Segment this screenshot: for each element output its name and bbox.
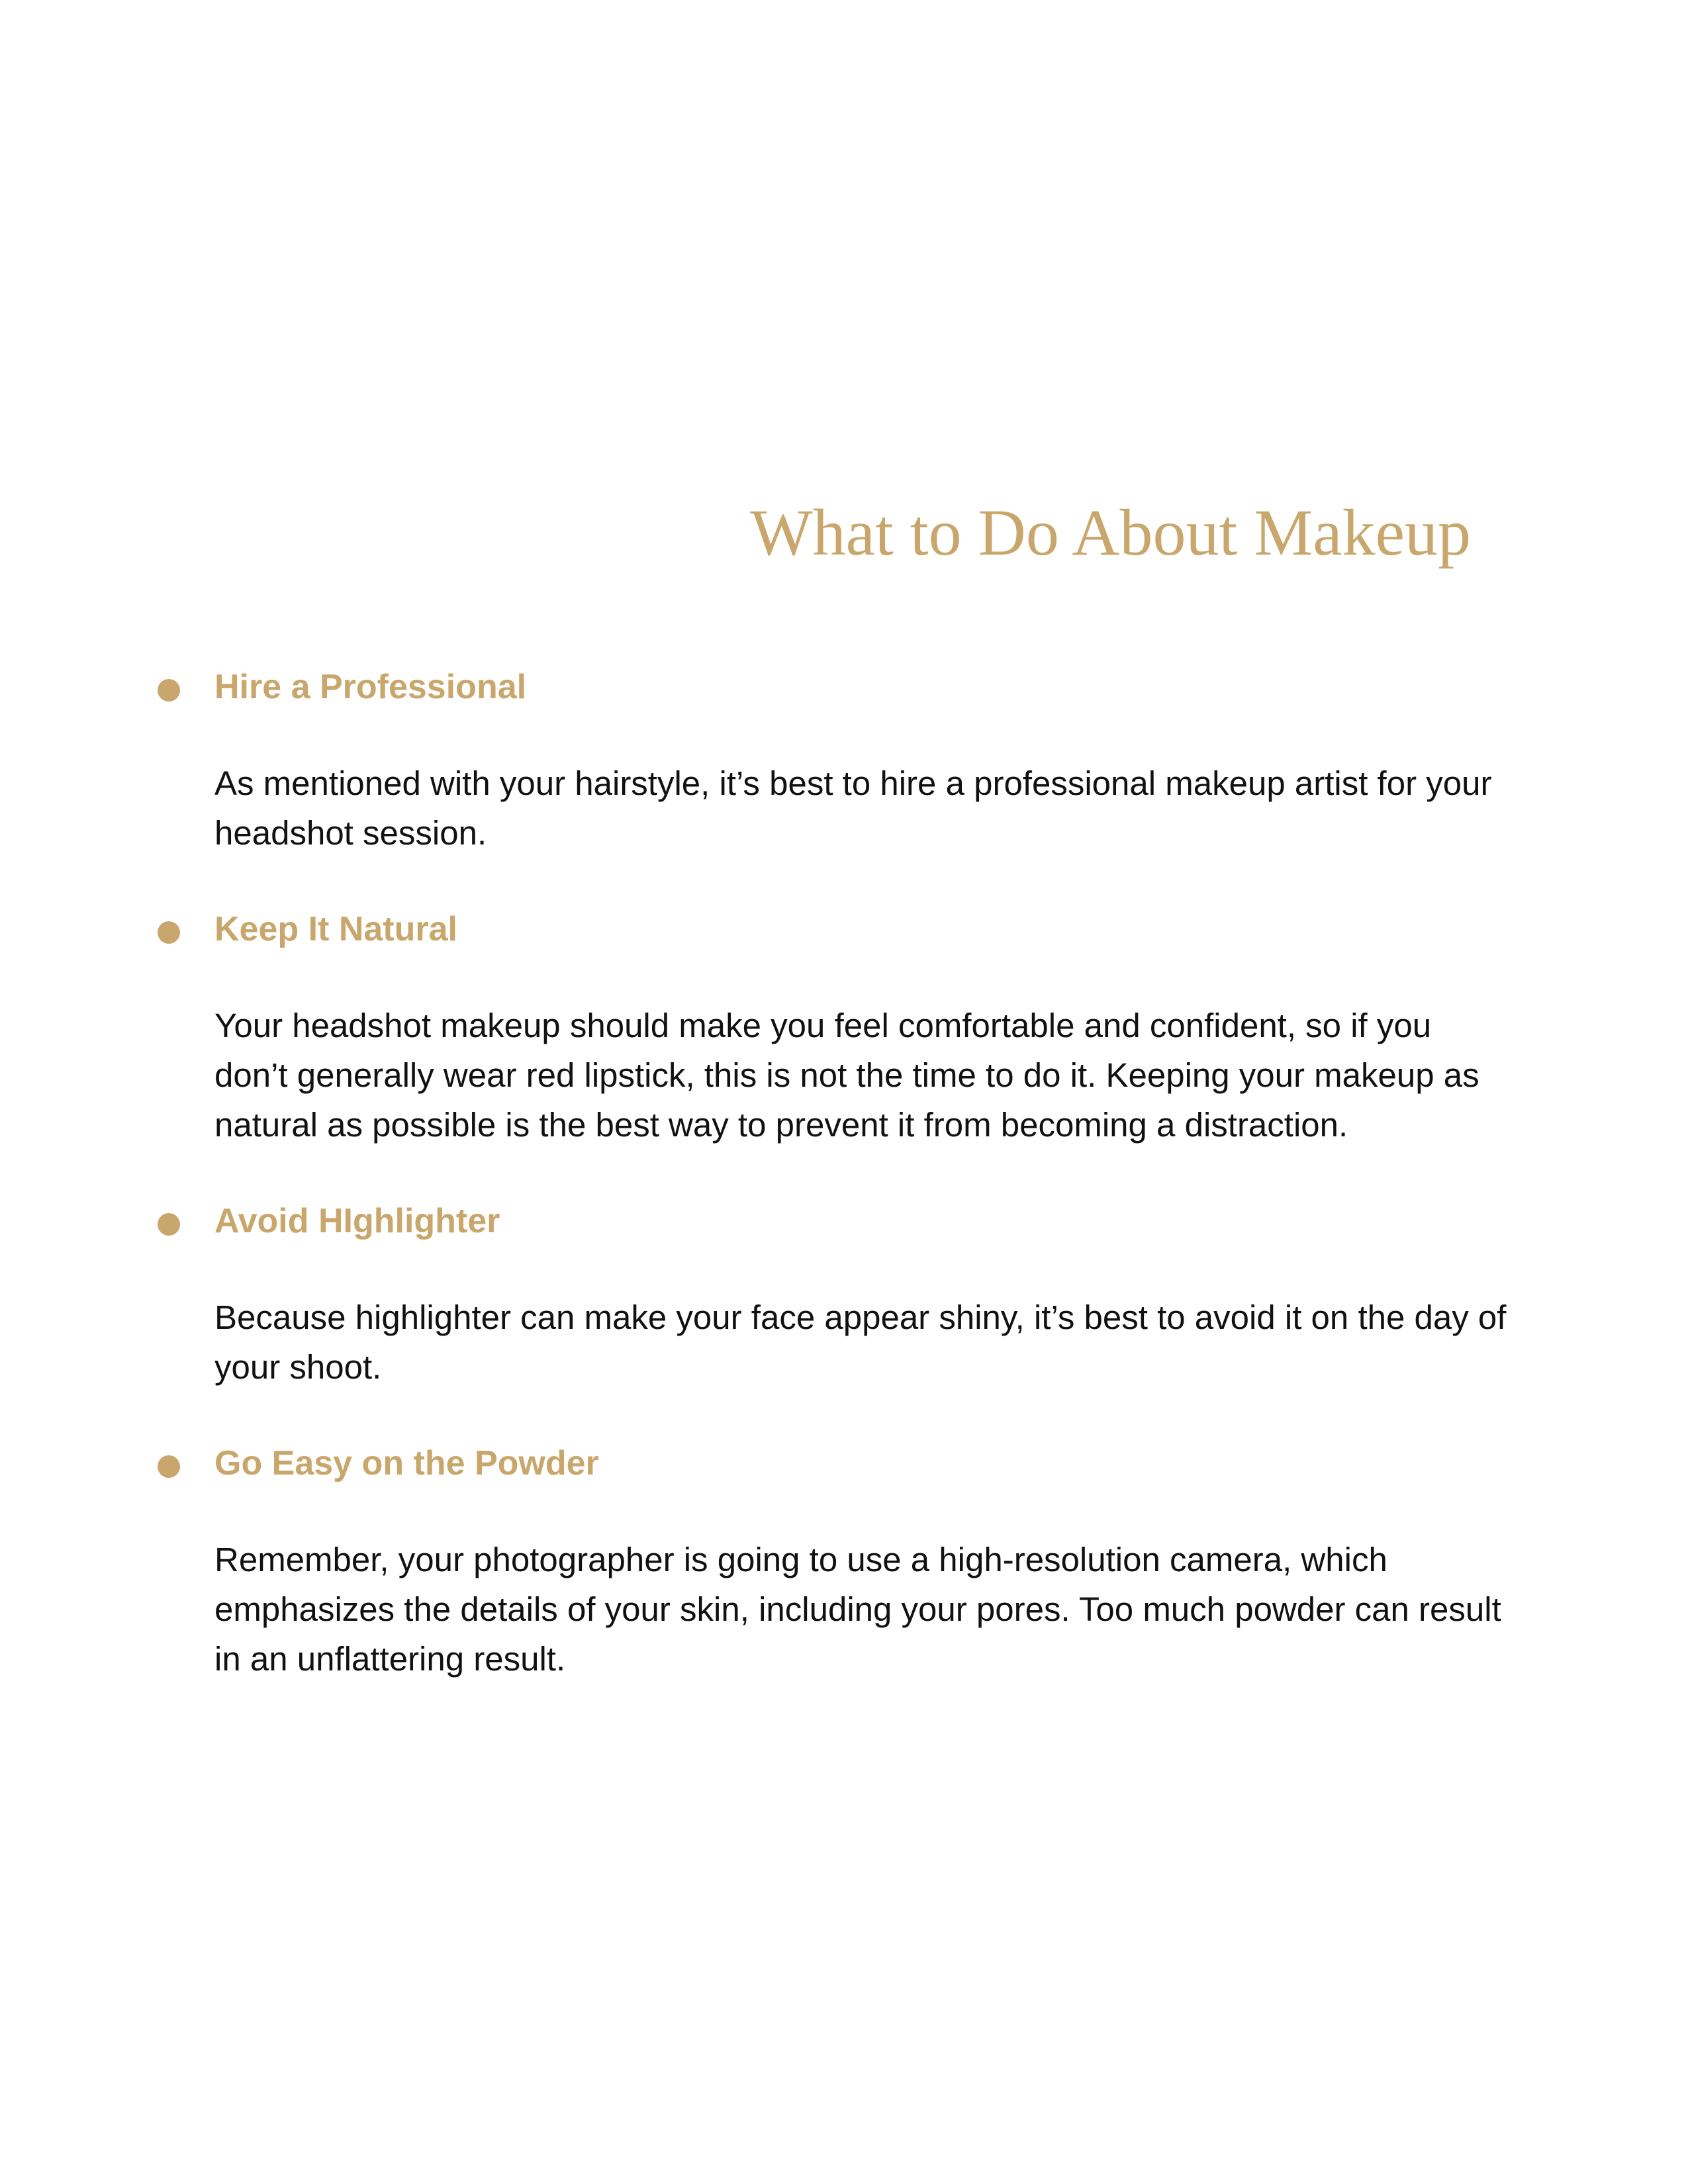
tip-heading: Hire a Professional [214, 668, 527, 706]
tip-section-keep-natural [158, 904, 1481, 1150]
tip-body: Because highlighter can make your face appear shiny, it’s best to avoid it on the day of your shoot. [214, 1298, 1507, 1386]
bullet-icon [158, 1213, 180, 1236]
tip-heading-row [158, 662, 1481, 712]
page-title: What to Do About Makeup [750, 496, 1471, 569]
tip-heading-row [158, 904, 1481, 954]
tip-body: Remember, your photographer is going to use a high-resolution camera, which emphasizes the details of your skin, including your pores. Too much powder can result in an unflattering result. [214, 1541, 1501, 1678]
tip-heading: Avoid HIghlighter [214, 1202, 500, 1240]
tip-heading-row [158, 1196, 1481, 1246]
tip-heading-row [158, 1438, 1481, 1488]
tip-section-avoid-highlighter [158, 1196, 1507, 1392]
makeup-tips-list [158, 662, 1507, 1730]
tip-section-hire-professional [158, 662, 1492, 858]
bullet-icon [158, 1455, 180, 1478]
tip-body: As mentioned with your hairstyle, it’s best to hire a professional makeup artist for your headshot session. [214, 764, 1492, 852]
tip-heading: Go Easy on the Powder [214, 1444, 599, 1482]
tip-heading: Keep It Natural [214, 910, 457, 948]
tip-body: Your headshot makeup should make you feel comfortable and confident, so if you don’t generally wear red lipstick, this is not the time to do it. Keeping your makeup as natural as possible is the best way to prevent it from becoming a distraction. [214, 1007, 1479, 1144]
bullet-icon [158, 921, 180, 944]
tip-section-go-easy-powder [158, 1438, 1501, 1684]
bullet-icon [158, 679, 180, 702]
